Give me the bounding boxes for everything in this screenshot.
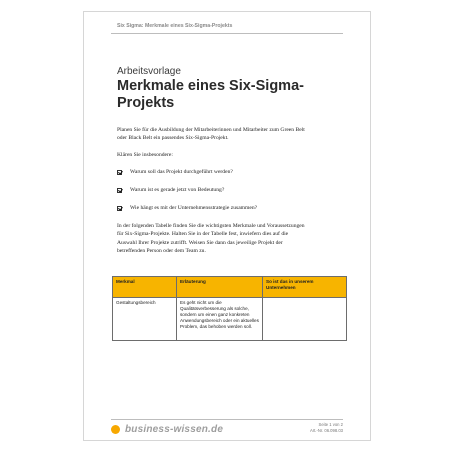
column-header: Erläuterung: [177, 277, 263, 298]
checklist-item-label: Wie hängt es mit der Unternehmensstrategie zusammen?: [130, 205, 258, 211]
checklist-item: [117, 169, 317, 175]
logo: [111, 424, 223, 435]
page-title: Merkmale eines Six-Sigma-Projekts: [117, 78, 304, 111]
checklist-item-label: Warum soll das Projekt durchgeführt werden?: [130, 169, 233, 175]
table-cell: [263, 298, 347, 341]
table-row: [113, 298, 347, 341]
clarify-text: Klären Sie insbesondere:: [117, 152, 173, 158]
checkbox-icon: [117, 206, 122, 211]
column-header: Merkmal: [113, 277, 177, 298]
page-number: Seite 1 von 2: [318, 422, 343, 427]
page-header: Six Sigma: Merkmale eines Six-Sigma-Projekts: [117, 23, 233, 29]
intro-paragraph: Planen Sie für die Ausbildung der Mitarbeiterinnen und Mitarbeiter zum Green Belt oder Black Belt ein passendes Six-Sigma-Projekt.: [117, 127, 305, 142]
column-header: So ist das in unserem Unternehmen: [263, 277, 347, 298]
footer-divider: [111, 419, 343, 420]
logo-text: business-wissen.de: [125, 424, 224, 435]
requirements-table: [112, 276, 347, 341]
checkbox-icon: [117, 188, 122, 193]
document-type: Arbeitsvorlage: [117, 66, 181, 77]
table-cell: Es geht nicht um die Qualitätsverbesserung als solche, sondern um einen ganz konkreten Anwendungsbereich oder ein aktuelles Problem, das behoben werden soll.: [177, 298, 263, 341]
header-divider: [111, 33, 343, 34]
table-cell: Gestaltungsbereich: [113, 298, 177, 341]
checklist-item: [117, 187, 317, 193]
table-header-row: [113, 277, 347, 298]
article-number: Art.-Nr. 06.098.03: [309, 428, 343, 433]
page-info: [310, 422, 343, 434]
document-page: [83, 11, 371, 441]
checklist-item-label: Warum ist es gerade jetzt von Bedeutung?: [130, 187, 225, 193]
checklist-item: [117, 205, 317, 211]
logo-dot-icon: [111, 425, 120, 434]
checkbox-icon: [117, 170, 122, 175]
table-intro-paragraph: In der folgenden Tabelle finden Sie die wichtigsten Merkmale und Voraussetzungen für Six-Sigma-Projekte. Halten Sie in der Tabelle fest, inwiefern dies auf die Auswahl Ihrer Projekte zutrifft. Weisen Sie dann das jeweilige Projekt der betreffenden Person oder dem Team zu.: [117, 223, 305, 255]
